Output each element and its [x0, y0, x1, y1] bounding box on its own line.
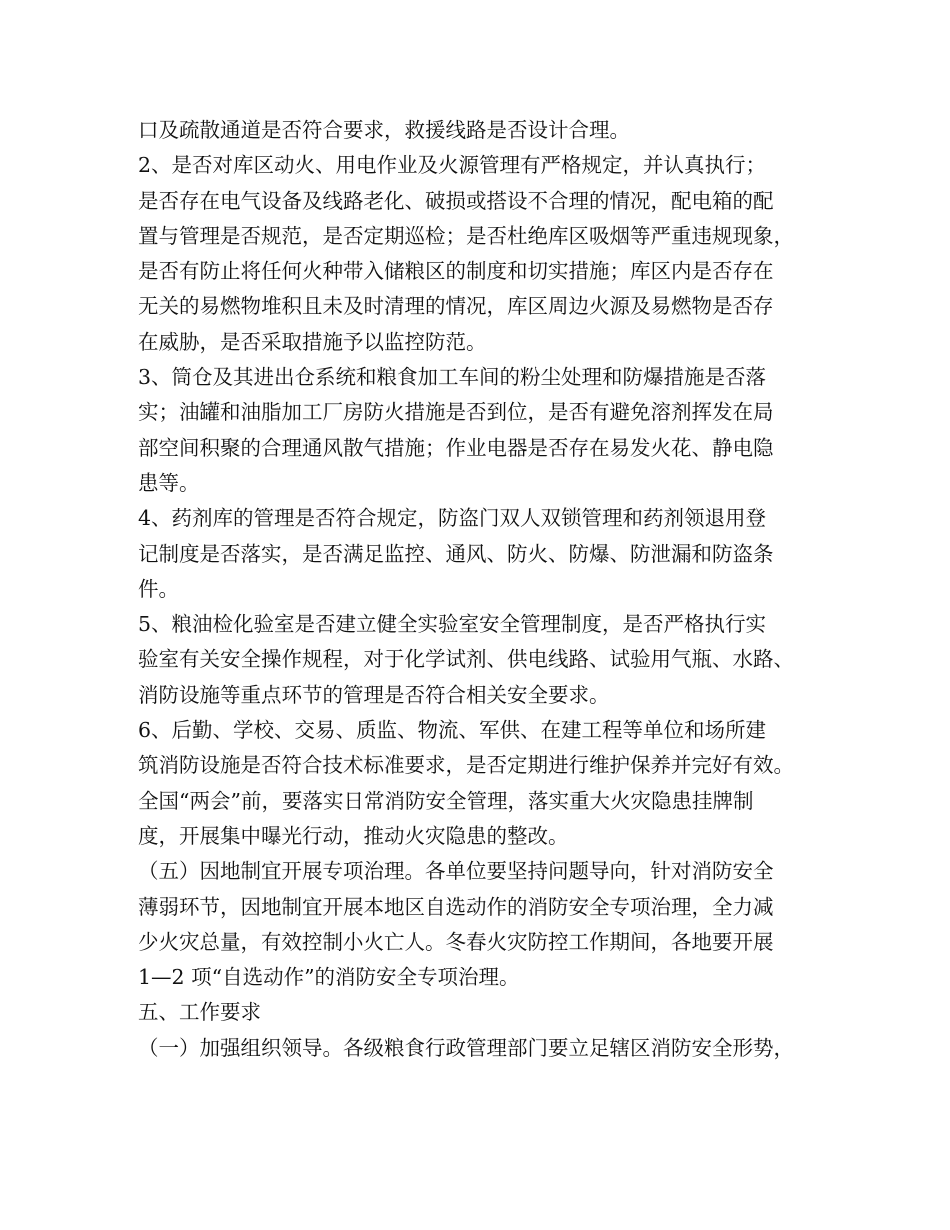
document-body: [138, 113, 838, 1066]
text-line: 患等。: [138, 470, 200, 495]
text-line: 度，开展集中曝光行动，推动火灾隐患的整改。: [138, 823, 569, 848]
text-line: 在威胁，是否采取措施予以监控防范。: [138, 329, 487, 354]
text-line: （五）因地制宜开展专项治理。各单位要坚持问题导向，针对消防安全: [138, 859, 774, 884]
text-line: 2、是否对库区动火、用电作业及火源管理有严格规定，并认真执行；: [138, 153, 767, 178]
text-line: 口及疏散通道是否符合要求，救援线路是否设计合理。: [138, 118, 630, 142]
text-line: 6、后勤、学校、交易、质监、物流、军供、在建工程等单位和场所建: [138, 718, 767, 743]
text-line: 筑消防设施是否符合技术标准要求，是否定期进行维护保养并完好有效。: [138, 753, 794, 778]
text-line: 部空间积聚的合理通风散气措施；作业电器是否存在易发火花、静电隐: [138, 435, 774, 460]
text-line: 5、粮油检化验室是否建立健全实验室安全管理制度，是否严格执行实: [138, 612, 767, 637]
text-line: 薄弱环节，因地制宜开展本地区自选动作的消防安全专项治理，全力减: [138, 894, 774, 919]
text-line: 验室有关安全操作规程，对于化学试剂、供电线路、试验用气瓶、水路、: [138, 647, 794, 672]
text-line: 无关的易燃物堆积且未及时清理的情况，库区周边火源及易燃物是否存: [138, 294, 774, 319]
text-line: 全国“两会”前，要落实日常消防安全管理，落实重大火灾隐患挂牌制: [138, 788, 754, 813]
section-heading: 五、工作要求: [138, 1000, 261, 1025]
text-line: 件。: [138, 576, 179, 601]
text-line: 置与管理是否规范，是否定期巡检；是否杜绝库区吸烟等严重违规现象，: [138, 223, 794, 248]
text-line: （一）加强组织领导。各级粮食行政管理部门要立足辖区消防安全形势，: [138, 1035, 794, 1060]
text-line: 3、筒仓及其进出仓系统和粮食加工车间的粉尘处理和防爆措施是否落: [138, 365, 767, 390]
text-line: 消防设施等重点环节的管理是否符合相关安全要求。: [138, 682, 610, 707]
text-line: 是否有防止将任何火种带入储粮区的制度和切实措施；库区内是否存在: [138, 259, 774, 284]
text-line: 记制度是否落实，是否满足监控、通风、防火、防爆、防泄漏和防盗条: [138, 541, 774, 566]
text-line: 4、药剂库的管理是否符合规定，防盗门双人双锁管理和药剂领退用登: [138, 506, 767, 531]
text-line: 实；油罐和油脂加工厂房防火措施是否到位，是否有避免溶剂挥发在局: [138, 400, 774, 425]
text-line: 1—2 项“自选动作”的消防安全专项治理。: [138, 965, 520, 990]
text-line: 少火灾总量，有效控制小火亡人。冬春火灾防控工作期间，各地要开展: [138, 929, 774, 954]
text-line: 是否存在电气设备及线路老化、破损或搭设不合理的情况，配电箱的配: [138, 188, 774, 213]
